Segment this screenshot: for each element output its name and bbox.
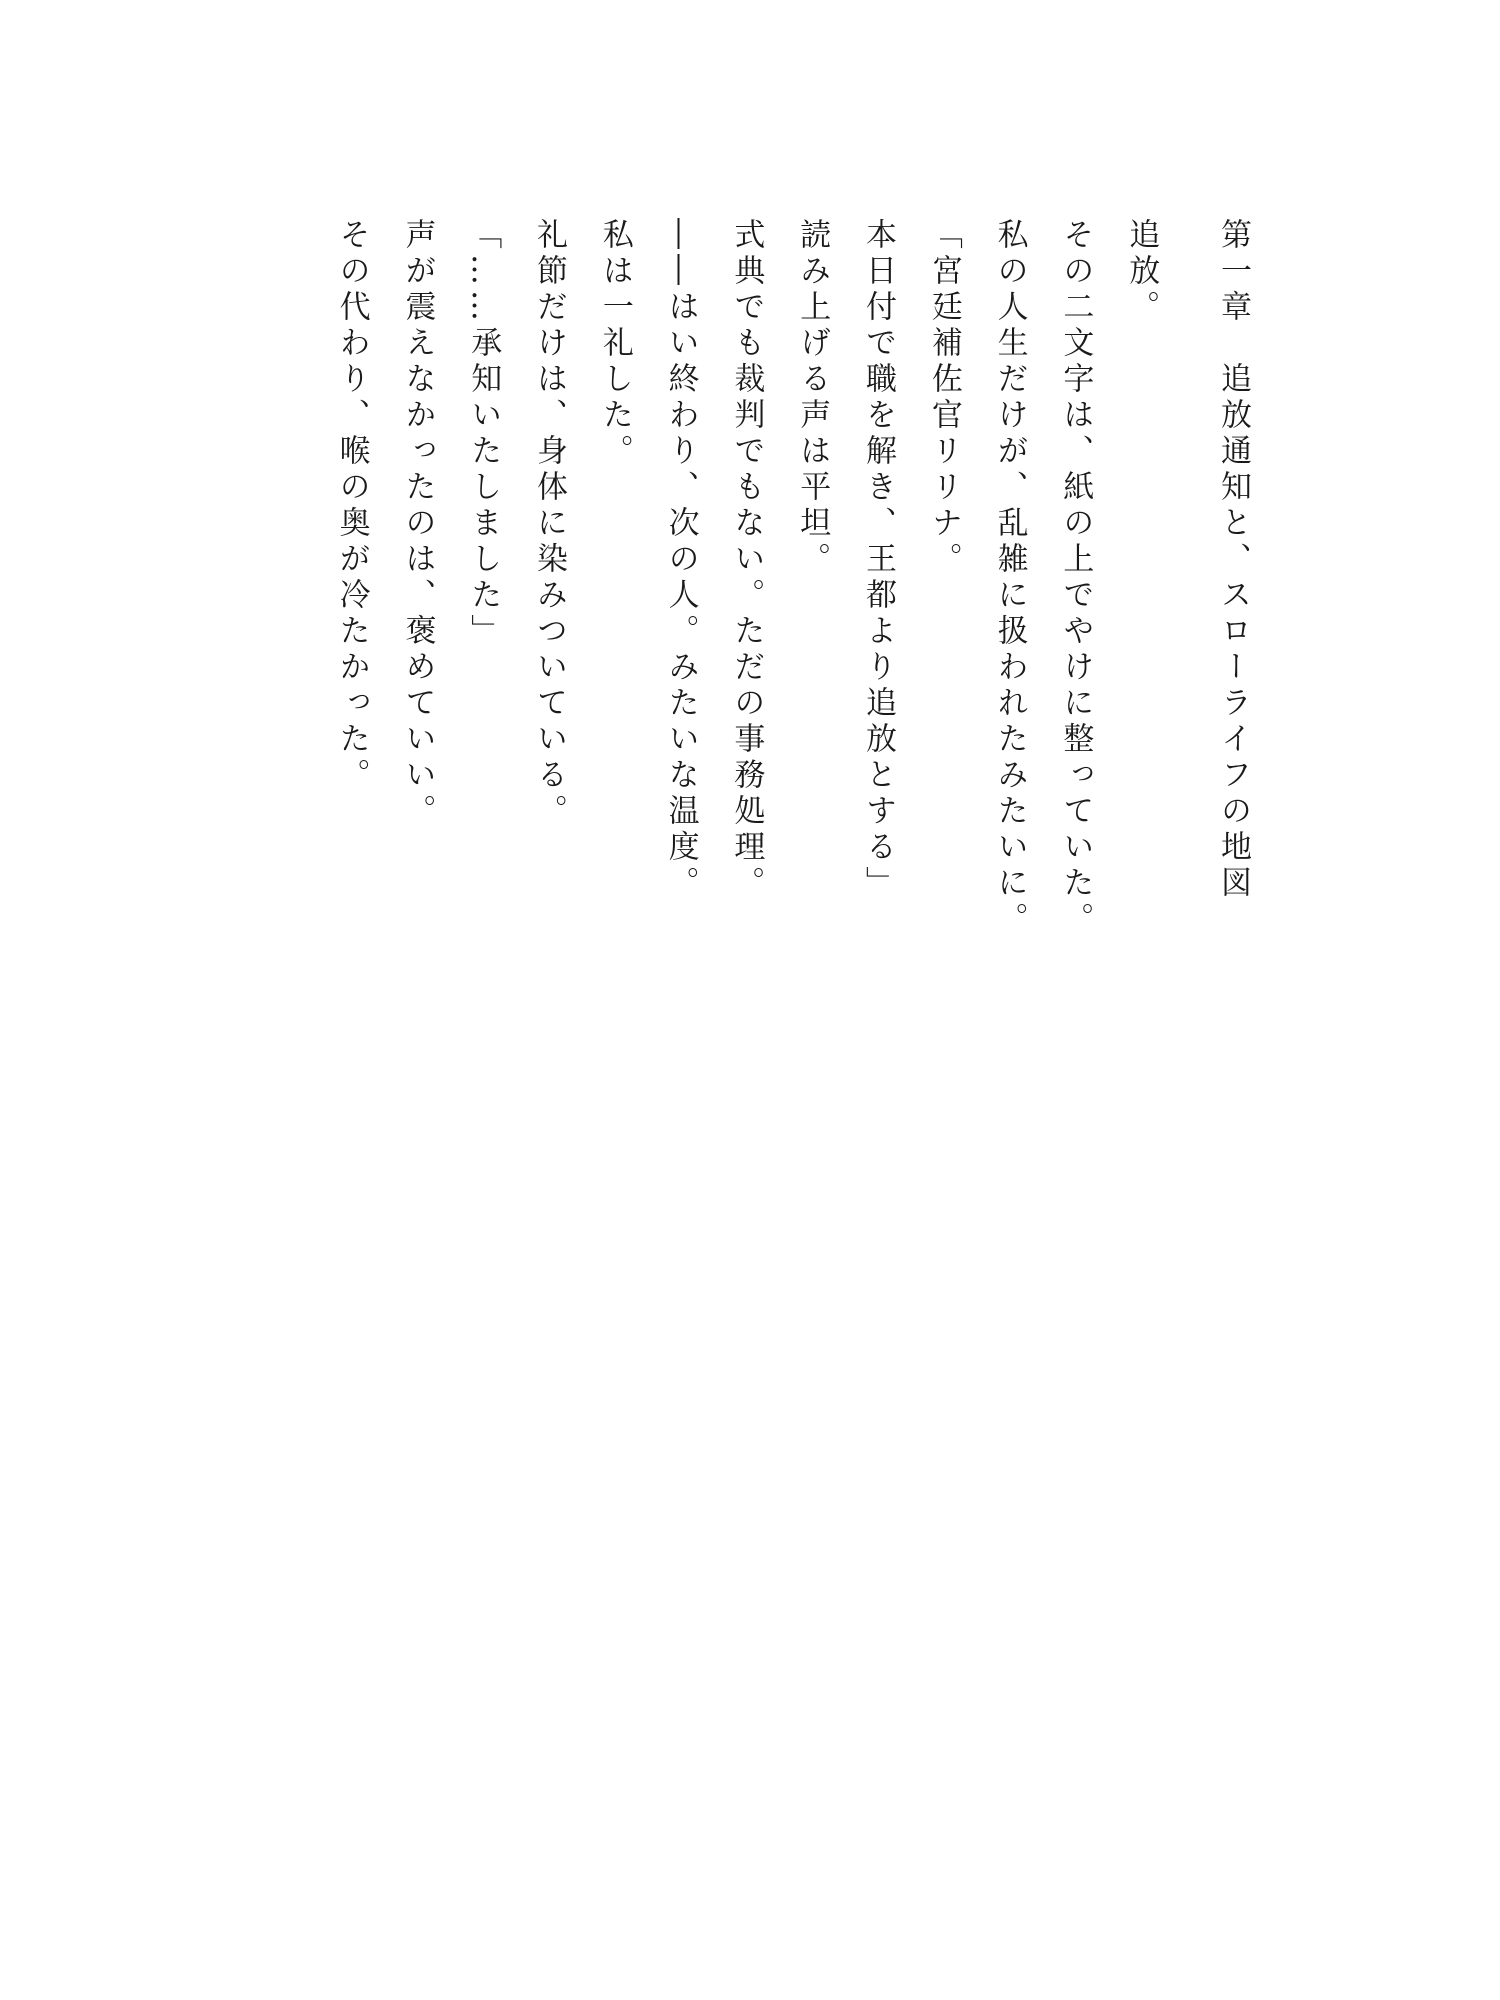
chapter-title: 第一章 追放通知と、スローライフの地図: [1215, 218, 1251, 902]
paragraph: 本日付で職を解き、王都より追放とする」: [860, 218, 897, 902]
paragraph: 声が震えなかったのは、褒めていい。: [399, 218, 436, 830]
paragraph: 私は一礼した。: [596, 218, 633, 470]
paragraph: ――はい終わり、次の人。みたいな温度。: [662, 218, 699, 902]
paragraph: 読み上げる声は平坦。: [794, 218, 831, 578]
paragraph: 私の人生だけが、乱雑に扱われたみたいに。: [991, 218, 1028, 938]
paragraph: 追放。: [1123, 218, 1160, 326]
paragraph: 「……承知いたしました」: [465, 218, 502, 650]
paragraph: その代わり、喉の奥が冷たかった。: [333, 218, 370, 794]
vertical-text-body: [318, 218, 1265, 1118]
paragraph: 礼節だけは、身体に染みついている。: [531, 218, 568, 830]
paragraph: その二文字は、紙の上でやけに整っていた。: [1057, 218, 1094, 938]
paragraph: 式典でも裁判でもない。ただの事務処理。: [728, 218, 765, 902]
paragraph: 「宮廷補佐官リリナ。: [925, 218, 962, 578]
